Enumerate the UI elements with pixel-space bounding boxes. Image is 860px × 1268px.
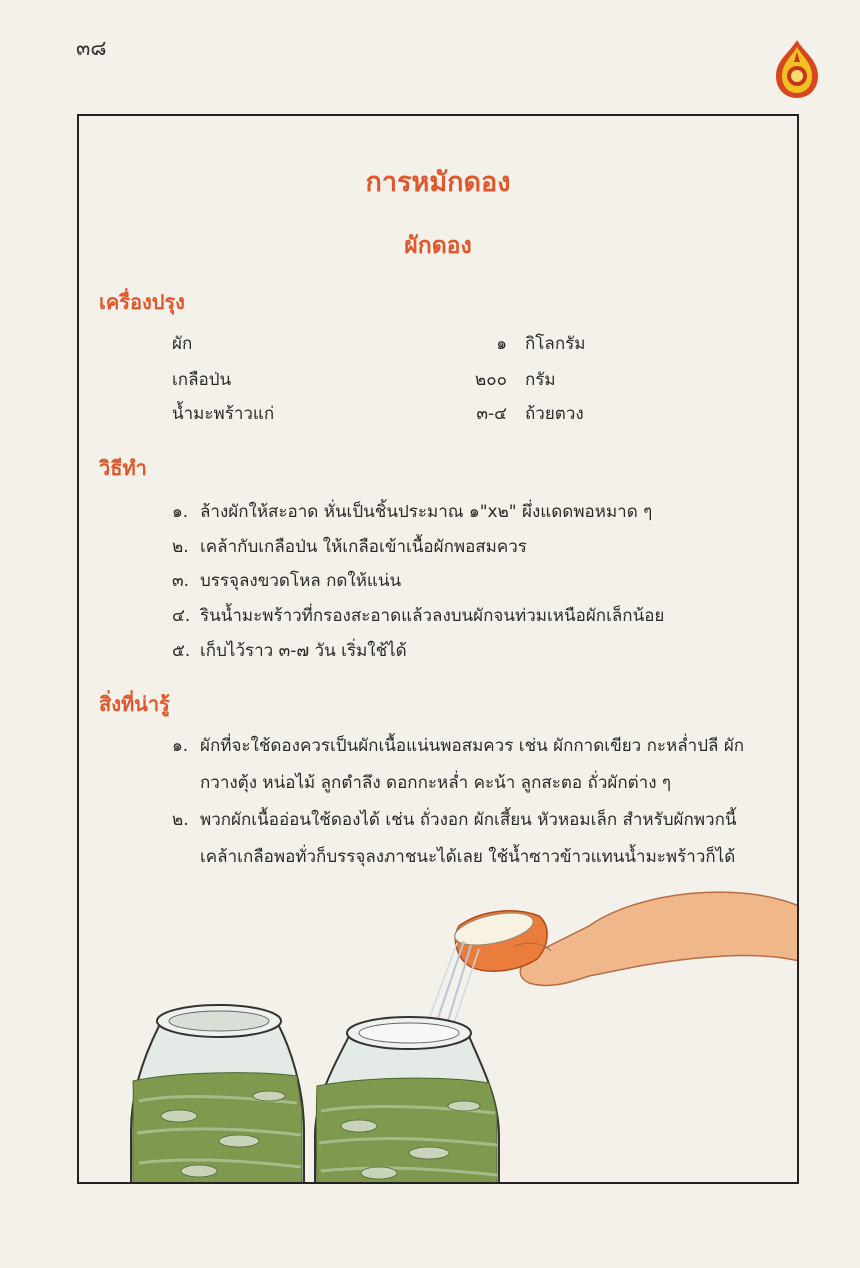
step-number: ๓. bbox=[172, 571, 190, 591]
step-text: รินน้ำมะพร้าวที่กรองสะอาดแล้วลงบนผักจนท่วมเหนือผักเล็กน้อย bbox=[200, 606, 665, 626]
step-text: ล้างผักให้สะอาด หั่นเป็นชิ้นประมาณ ๑"x๒" ผึ่งแดดพอหมาด ๆ bbox=[200, 502, 653, 522]
note-text: ผักที่จะใช้ดองควรเป็นผักเนื้อแน่นพอสมควร เช่น ผักกาดเขียว กะหล่ำปลี ผัก bbox=[200, 736, 745, 756]
step-text: เก็บไว้ราว ๓-๗ วัน เริ่มใช้ได้ bbox=[200, 641, 407, 661]
pickle-jar-right bbox=[315, 1017, 499, 1184]
ingredient-row bbox=[172, 400, 592, 426]
ingredient-unit: กรัม bbox=[525, 370, 556, 390]
note-number: ๑. bbox=[172, 736, 189, 756]
note-item bbox=[172, 728, 744, 802]
ingredient-qty: ๓-๔ bbox=[476, 404, 507, 424]
ingredient-row bbox=[172, 366, 592, 392]
ingredient-name: ผัก bbox=[172, 334, 193, 354]
recipe-frame bbox=[77, 114, 799, 1184]
method-step bbox=[172, 602, 664, 629]
note-text: กวางตุ้ง หน่อไม้ ลูกตำลึง ดอกกะหล่ำ คะน้า ลูกสะตอ ถั่วผักต่าง ๆ bbox=[200, 773, 672, 793]
note-number: ๒. bbox=[172, 810, 189, 830]
ingredient-name: เกลือป่น bbox=[172, 370, 232, 390]
step-text: บรรจุลงขวดโหล กดให้แน่น bbox=[200, 571, 402, 591]
method-step bbox=[172, 567, 401, 594]
pouring-hand-icon bbox=[452, 892, 799, 985]
step-number: ๔. bbox=[172, 606, 191, 626]
ingredient-unit: ถ้วยตวง bbox=[525, 404, 584, 424]
ingredient-qty: ๒๐๐ bbox=[475, 370, 507, 390]
ingredient-qty: ๑ bbox=[496, 334, 507, 354]
method-step bbox=[172, 637, 407, 664]
step-number: ๕. bbox=[172, 641, 191, 661]
ingredients-heading: เครื่องปรุง bbox=[99, 290, 185, 314]
method-heading: วิธีทำ bbox=[99, 456, 147, 480]
ingredient-row bbox=[172, 330, 592, 356]
pickle-jar-left bbox=[131, 1005, 304, 1184]
notes-heading: สิ่งที่น่ารู้ bbox=[99, 692, 170, 716]
pickling-jars-illustration bbox=[119, 871, 799, 1184]
institution-emblem-icon bbox=[774, 38, 820, 100]
note-item bbox=[172, 802, 736, 876]
note-text: พวกผักเนื้ออ่อนใช้ดองได้ เช่น ถั่วงอก ผักเสี้ยน หัวหอมเล็ก สำหรับผักพวกนี้ bbox=[200, 810, 737, 830]
note-text: เคล้าเกลือพอทั่วก็บรรจุลงภาชนะได้เลย ใช้น้ำซาวข้าวแทนน้ำมะพร้าวก็ได้ bbox=[200, 847, 736, 867]
page-number: ๓๘ bbox=[76, 36, 107, 60]
ingredient-name: น้ำมะพร้าวแก่ bbox=[172, 404, 275, 424]
ingredient-unit: กิโลกรัม bbox=[525, 334, 586, 354]
step-number: ๒. bbox=[172, 537, 189, 557]
recipe-subtitle: ผักดอง bbox=[404, 233, 472, 259]
step-text: เคล้ากับเกลือป่น ให้เกลือเข้าเนื้อผักพอสมควร bbox=[200, 537, 527, 557]
method-step bbox=[172, 498, 652, 525]
method-step bbox=[172, 533, 527, 560]
page-title: การหมักดอง bbox=[365, 167, 511, 198]
step-number: ๑. bbox=[172, 502, 189, 522]
